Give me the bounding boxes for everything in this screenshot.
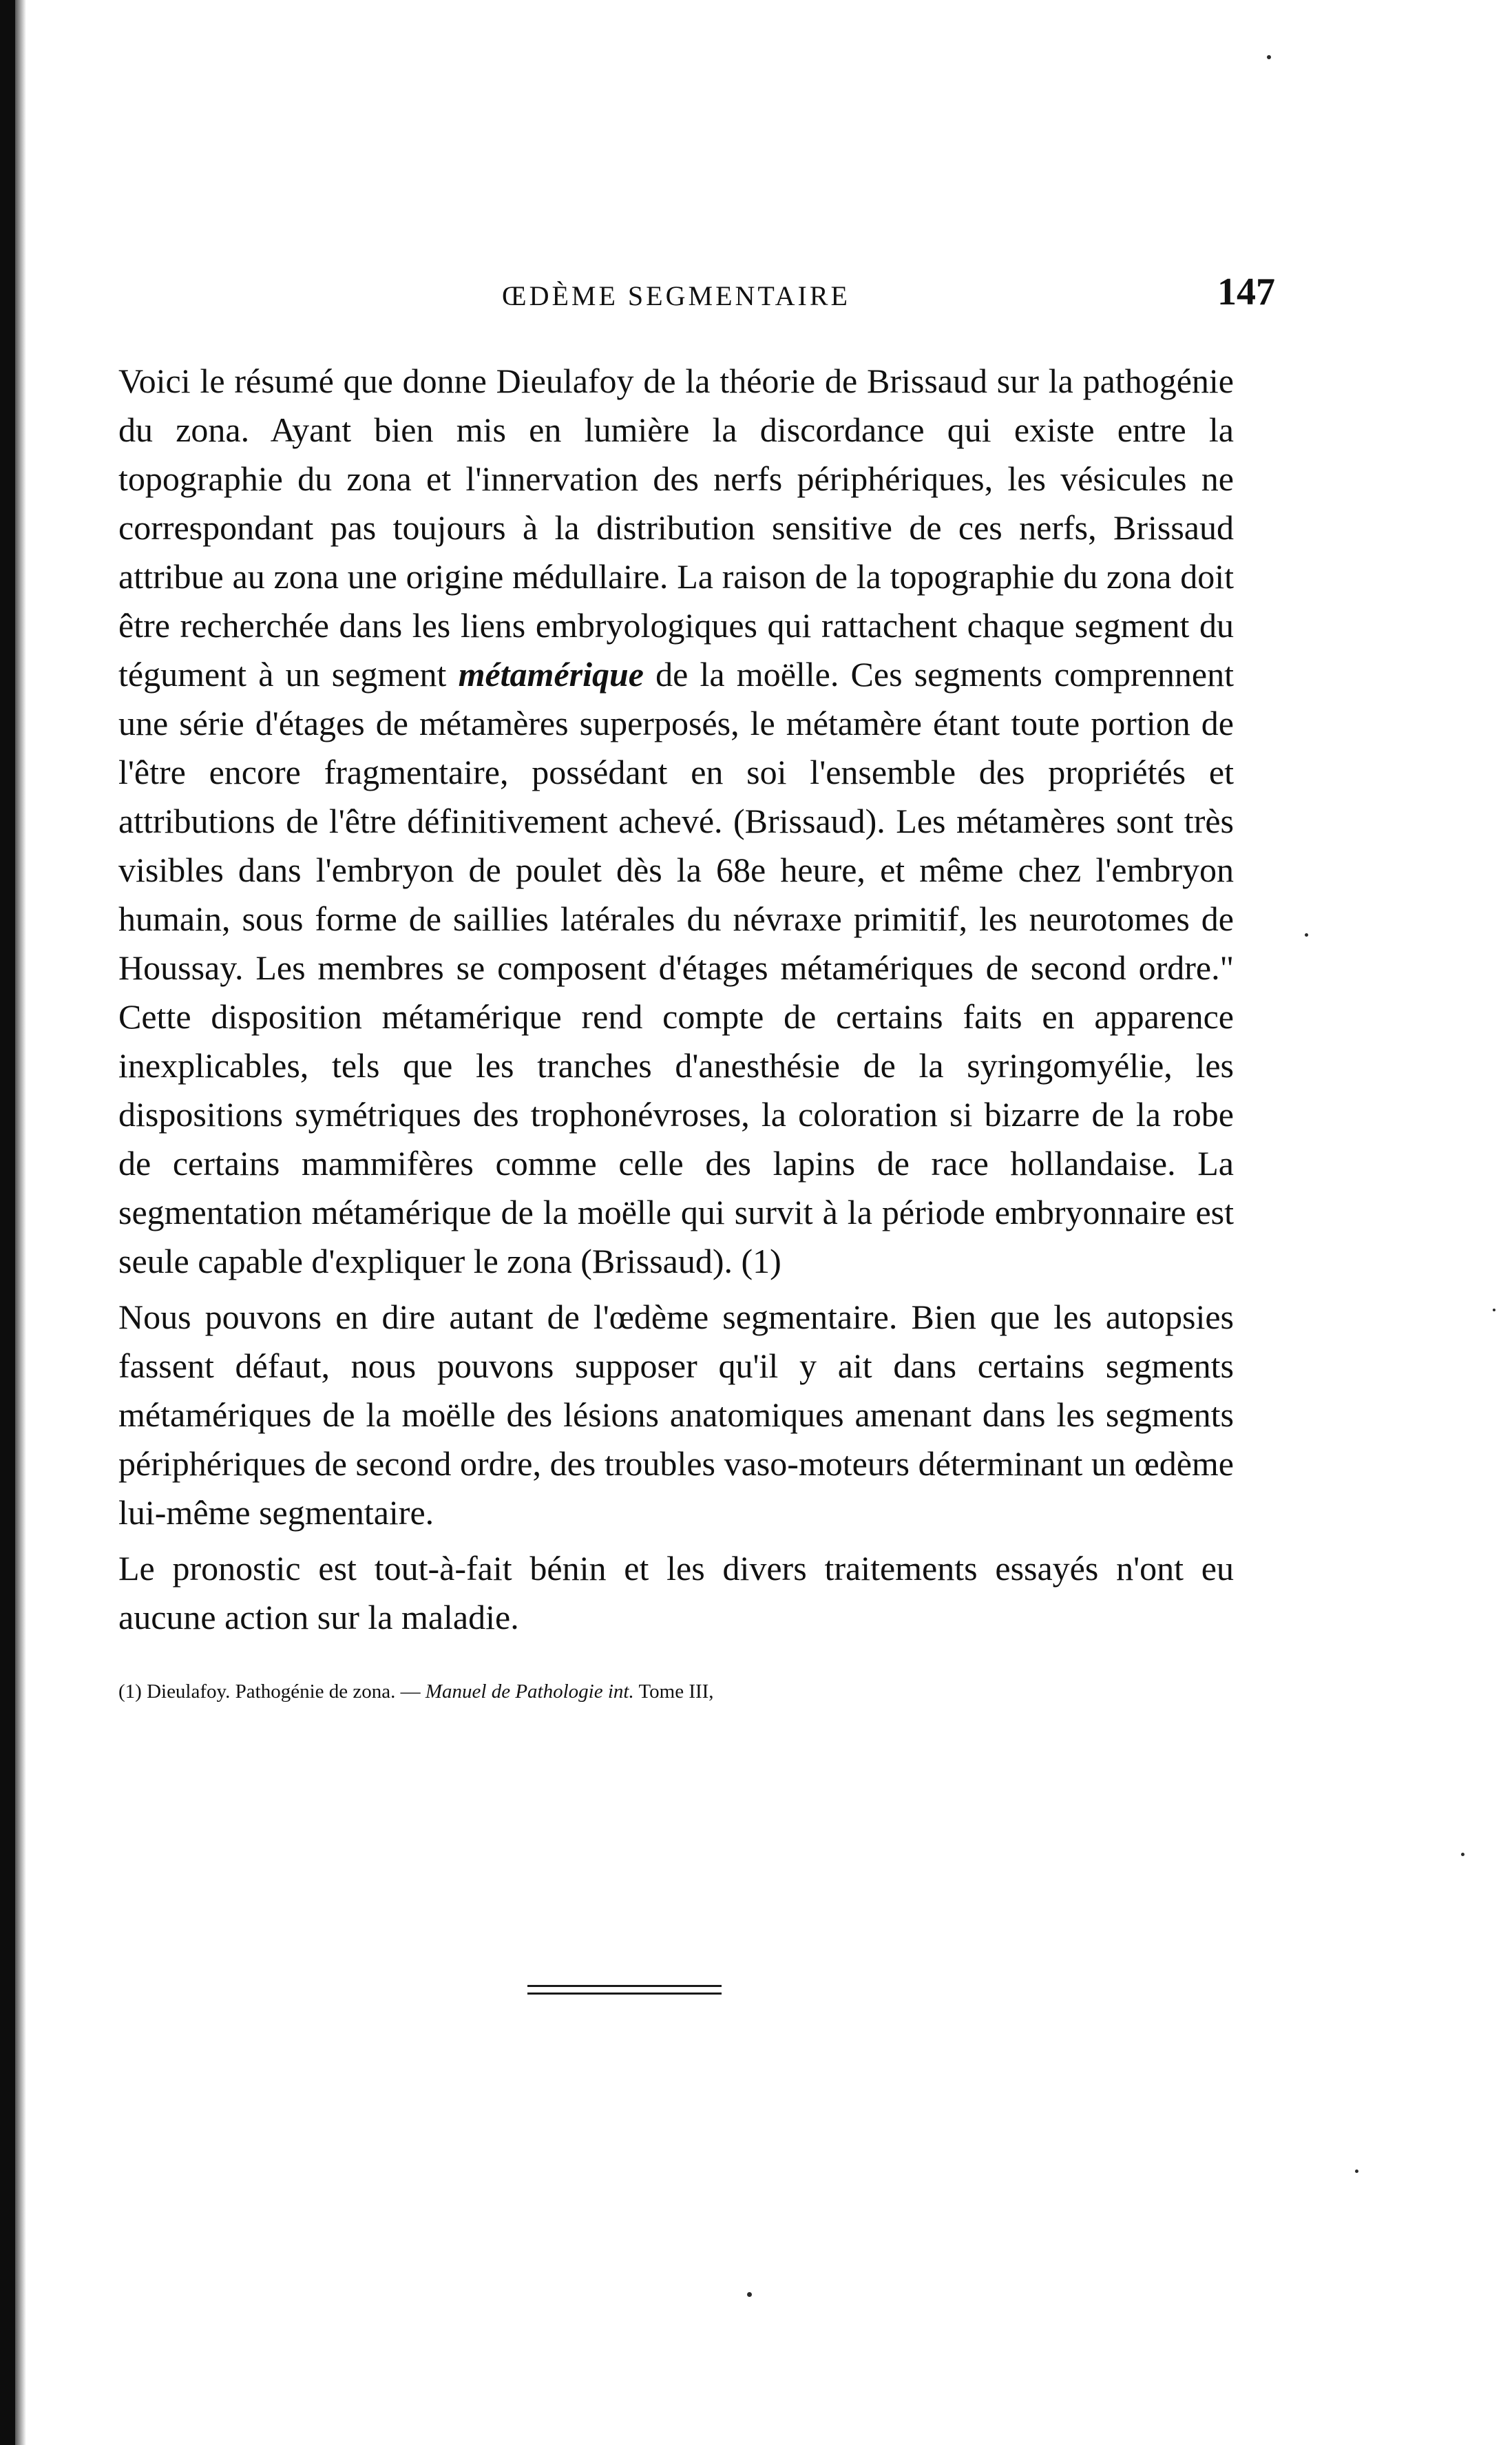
scan-binding-edge (0, 0, 15, 2445)
paragraph-oedeme-segmentaire (118, 1293, 1234, 1537)
body-text (118, 357, 1234, 1642)
scan-speck (1267, 55, 1271, 59)
paragraph-dieulafoy-summary (118, 357, 1234, 1286)
scan-speck (747, 2292, 752, 2297)
paragraph-text: Voici le résumé que donne Dieulafoy de la théorie de Brissaud sur la pathogénie du zona. Ayant bien mis en lumière la discordance qui existe entre la topographie du zona et l'innervation des nerfs périphériques, les vésicules ne correspondant pas toujours à la distribution sensitive de ces nerfs, Brissaud attribue au zona une origine médullaire. La raison de la topographie du zona doit être recherchée dans les liens embryologiques qui rattachent chaque segment du tégument à un segment (118, 362, 1234, 694)
section-divider-rule (527, 1985, 722, 1995)
scan-speck (1461, 1853, 1464, 1856)
book-page (118, 262, 1275, 1705)
scan-binding-shadow (15, 0, 26, 2445)
page-number: 147 (1217, 271, 1275, 313)
running-head (118, 262, 1275, 324)
paragraph-pronostic (118, 1544, 1234, 1642)
footnote-text: (1) Dieulafoy. Pathogénie de zona. — (118, 1681, 426, 1703)
footnote (118, 1678, 1234, 1705)
paragraph-text: de la moëlle. Ces segments comprennent une série d'étages de métamères superposés, le métamère étant toute portion de l'être encore fragmentaire, possédant en soi l'ensemble des propriétés et attributions de l'être définitivement achevé. (Brissaud). Les métamères sont très visibles dans l'embryon de poulet dès la 68e heure, et même chez l'embryon humain, sous forme de saillies latérales du névraxe primitif, les neurotomes de Houssay. Les membres se composent d'étages métamériques de second ordre." Cette disposition métamérique rend compte de certains faits en apparence inexplicables, tels que les tranches d'anesthésie de la syringomyélie, les dispositions symétriques des trophonévroses, la coloration si bizarre de la robe de certains mammifères comme celle des lapins de race hollandaise. La segmentation métamérique de la moëlle qui survit à la période embryonnaire est seule capable d'expliquer le zona (Brissaud). (1) (118, 655, 1234, 1280)
emphasis-metamerique: métamérique (458, 655, 644, 694)
running-title: ŒDÈME SEGMENTAIRE (502, 280, 850, 311)
paragraph-text: Nous pouvons en dire autant de l'œdème segmentaire. Bien que les autopsies fassent défaut, nous pouvons supposer qu'il y ait dans certains segments métamériques de la moëlle des lésions anatomiques amenant dans les segments périphériques de second ordre, des troubles vaso-moteurs déterminant un œdème lui-même segmentaire. (118, 1298, 1234, 1532)
scan-speck (1305, 933, 1308, 937)
scan-speck (1355, 2170, 1358, 2173)
footnote-text: Tome III, (633, 1681, 714, 1703)
scan-speck (1493, 1309, 1495, 1311)
footnote-book-title: Manuel de Pathologie int. (425, 1681, 634, 1703)
paragraph-text: Le pronostic est tout-à-fait bénin et les divers traitements essayés n'ont eu aucune action sur la maladie. (118, 1549, 1234, 1636)
